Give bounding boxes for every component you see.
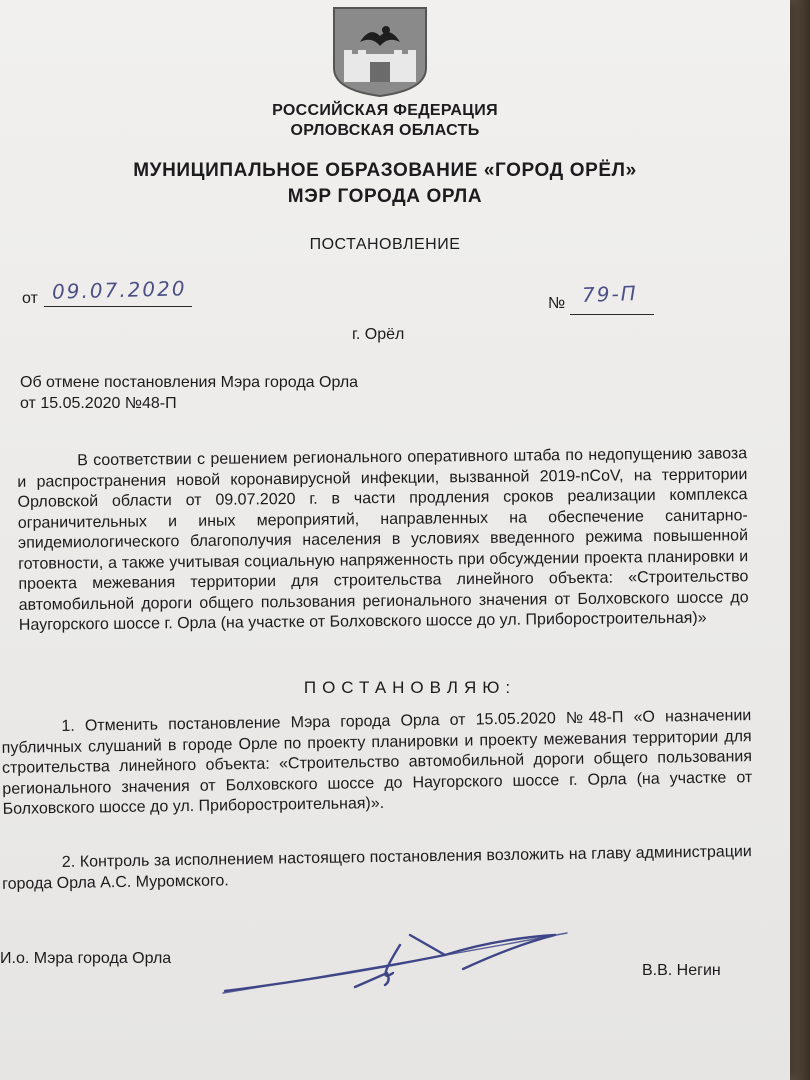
document-type: ПОСТАНОВЛЕНИЕ — [309, 236, 461, 253]
region-name: ОРЛОВСКАЯ ОБЛАСТЬ — [290, 122, 480, 139]
item-1-paragraph: 1. Отменить постановление Мэра города Орла от 15.05.2020 №48-П «О назначении публичных слушаний в городе Орле по проекту планировки и проекту межевания территории для строительства линейного объекта: «Строительство автомобильной дороги общего пользования регионального значения от Болховского шоссе до Наугорского шоссе г. Орла (на участке от Болховского шоссе до ул. Приборостроительная)». — [1, 707, 753, 818]
date-underline — [44, 306, 192, 307]
signatory-position: И.о. Мэра города Орла — [0, 950, 172, 967]
subject-block — [20, 372, 440, 414]
preamble-paragraph: В соответствии с решением регионального оперативного штаба по недопущению завоза и распространения новой коронавирусной инфекции, вызванной 2019-nCoV, на территории Орловской области от 09.07.2020 г. в части продления сроков реализации комплекса ограничительных и иных мероприятий, направленных на обеспечение санитарно-эпидемиологического благополучия населения в условиях введенного режима повышенной готовности, а также учитывая социальную напряженность при обсуждении проекта планировки и проекта межевания территории для строительства линейного объекта: «Строительство автомобильной дороги общего пользования регионального значения от Болховского шоссе до Наугорского шоссе г. Орла (на участке от Болховского шоссе до ул. Приборостроительная)» — [17, 445, 749, 634]
subject-line-1: Об отмене постановления Мэра города Орла — [20, 374, 359, 391]
subject-line-2: от 15.05.2020 №48-П — [20, 395, 177, 412]
country-name: РОССИЙСКАЯ ФЕДЕРАЦИЯ — [272, 102, 498, 119]
handwritten-number: 79-П — [581, 281, 639, 307]
issuer-name: МЭР ГОРОДА ОРЛА — [287, 186, 483, 207]
municipality-name: МУНИЦИПАЛЬНОЕ ОБРАЗОВАНИЕ «ГОРОД ОРЁЛ» — [133, 160, 637, 181]
coat-of-arms-icon — [330, 6, 430, 98]
handwritten-date: 09.07.2020 — [51, 276, 187, 304]
city-name: г. Орёл — [352, 326, 405, 343]
number-underline — [570, 314, 654, 315]
item-2-paragraph: 2. Контроль за исполнением настоящего постановления возложить на главу администрации города Орла А.С. Муромского. — [2, 843, 752, 893]
number-prefix: № — [548, 295, 566, 312]
signatory-name: В.В. Негин — [642, 962, 721, 979]
handwritten-signature — [215, 925, 575, 1005]
resolve-heading: ПОСТАНОВЛЯЮ: — [303, 678, 517, 697]
date-prefix: от — [22, 290, 38, 307]
